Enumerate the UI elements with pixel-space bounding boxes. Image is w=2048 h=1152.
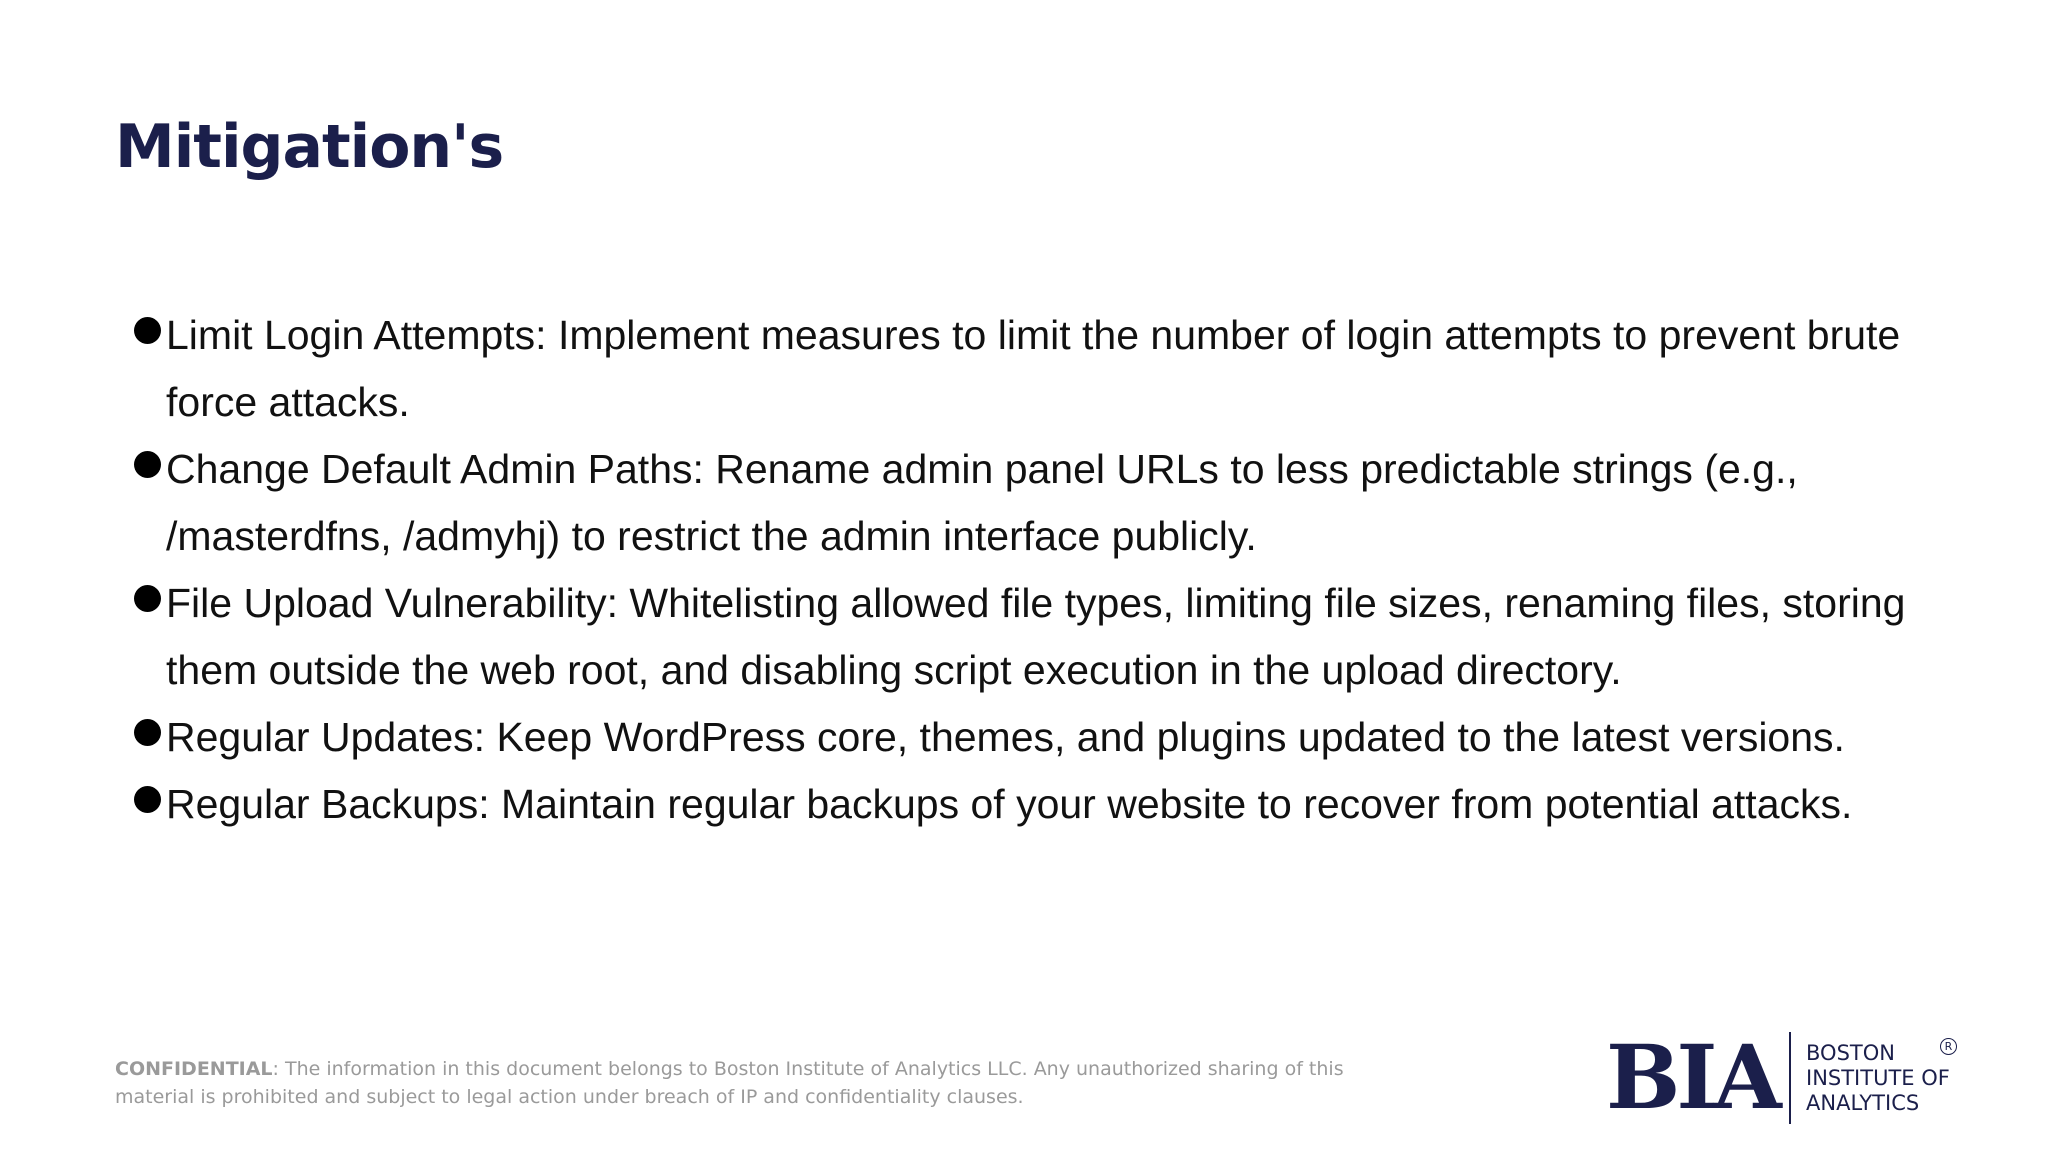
logo-wordmark — [1806, 1041, 1950, 1116]
confidential-label: CONFIDENTIAL — [115, 1058, 273, 1080]
bullet-icon — [134, 719, 161, 746]
mitigation-list — [132, 302, 1932, 838]
slide-title: Mitigation's — [115, 112, 504, 182]
bullet-icon — [134, 786, 161, 813]
logo-mark: BIA — [1606, 1025, 1778, 1129]
bullet-text: File Upload Vulnerability: Whitelisting allowed file types, limiting file sizes, renaming files, storing them outside the web root, and disabling script execution in the upload directory. — [166, 580, 1906, 693]
list-item — [132, 704, 1932, 771]
bia-logo — [1606, 1025, 1966, 1132]
logo-line-institute: INSTITUTE OF — [1806, 1066, 1950, 1090]
bullet-icon — [134, 317, 161, 344]
registered-icon: R — [1940, 1038, 1957, 1055]
bullet-icon — [134, 585, 161, 612]
bullet-icon — [134, 451, 161, 478]
logo-divider — [1789, 1032, 1791, 1124]
list-item — [132, 570, 1932, 704]
bullet-text: Regular Backups: Maintain regular backups of your website to recover from potential attacks. — [166, 781, 1853, 827]
logo-line-analytics: ANALYTICS — [1806, 1091, 1920, 1115]
confidentiality-notice — [115, 1055, 1395, 1111]
bullet-text: Regular Updates: Keep WordPress core, themes, and plugins updated to the latest versions. — [166, 714, 1845, 760]
list-item — [132, 436, 1932, 570]
bullet-text: Change Default Admin Paths: Rename admin panel URLs to less predictable strings (e.g., /masterdfns, /admyhj) to restrict the admin interface publicly. — [166, 446, 1798, 559]
bullet-text: Limit Login Attempts: Implement measures to limit the number of login attempts to prevent brute force attacks. — [166, 312, 1901, 425]
list-item — [132, 771, 1932, 838]
logo-line-boston: BOSTON — [1806, 1041, 1895, 1065]
confidential-text: : The information in this document belongs to Boston Institute of Analytics LLC. Any unauthorized sharing of this material is prohibited and subject to legal action under breach of IP and confidentiality clauses. — [115, 1058, 1344, 1108]
list-item — [132, 302, 1932, 436]
